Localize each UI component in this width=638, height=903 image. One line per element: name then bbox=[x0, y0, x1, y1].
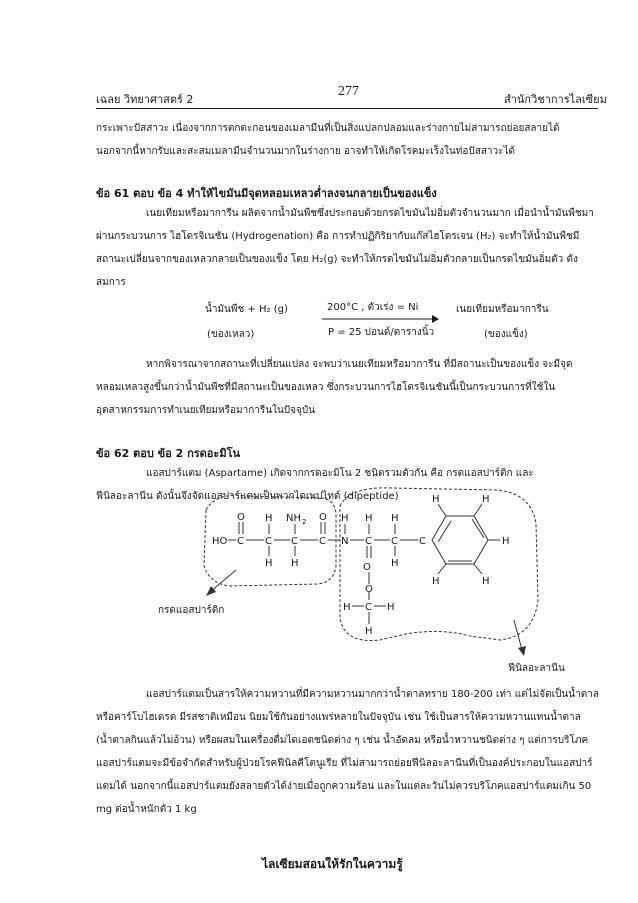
q62-heading: ข้อ 62 ตอบ ข้อ 2 กรดอะมิโน bbox=[96, 447, 240, 460]
q62-para2-line-5: แตมได้ นอกจากนี้แอสปาร์แตมยังสลายตัวได้ง่ายเมื่อถูกความร้อน และในแต่ละวันไม่ควรบริโภคแอสปาร์แตมเกิน 50 bbox=[96, 781, 592, 792]
atom-h1: H bbox=[265, 513, 273, 524]
page-number: 277 bbox=[338, 84, 359, 99]
atom-o1: O bbox=[237, 512, 245, 523]
q61-heading: ข้อ 61 ตอบ ข้อ 4 ทำให้ไขมันมีจุดหลอมเหลวต่ำลงจนกลายเป็นของแข็ง bbox=[96, 187, 437, 200]
atom-h8: H bbox=[343, 602, 351, 613]
q62-para1-line-1: แอสปาร์แตม (Aspartame) เกิดจากกรดอะมิโน 2 ชนิดรวมตัวกัน คือ กรดแอสปาร์ติก และ bbox=[146, 468, 534, 479]
q62-para2-line-6: mg ต่อน้ำหนักตัว 1 kg bbox=[96, 804, 197, 815]
atom-ho: HO bbox=[212, 536, 228, 547]
equation-condition-bottom: P = 25 ปอนด์/ตารางนิ้ว bbox=[328, 327, 435, 338]
q61-para2-line-1: หากพิจารณาจากสถานะที่เปลี่ยนแปลง จะพบว่าเนยเทียมหรือมาการีน ที่มีสถานะเป็นของแข็ง จะมีจุด bbox=[146, 359, 573, 370]
equation-product-state: (ของแข็ง) bbox=[484, 329, 528, 340]
atom-h11: H bbox=[432, 494, 440, 505]
label-phenylalanine: ฟีนิลอะลานีน bbox=[508, 663, 565, 674]
atom-h10: H bbox=[365, 626, 373, 637]
q62-para2-line-1: แอสปาร์แตมเป็นสารให้ความหวานที่มีความหวานมากกว่าน้ำตาลทราย 180-200 เท่า แต่ไม่จัดเป็นน้ำตาล bbox=[146, 689, 599, 700]
atom-h4: H bbox=[341, 513, 349, 524]
q61-para1-line-3: สถานะเปลี่ยนจากของเหลวกลายเป็นของแข็ง โดย H₂(g) จะทำให้กรดไขมันไม่อิ่มตัวกลายเป็นกรดไขมันอิ่มตัว ดัง bbox=[96, 254, 578, 265]
header-left: เฉลย วิทยาศาสตร์ 2 bbox=[96, 93, 194, 106]
q62-para2-line-2: หรือคาร์โบไฮเดรต มีรสชาติเหมือน นิยมใช้กันอย่างแพร่หลายในปัจจุบัน เช่น ใช้เป็นสารให้ความหวานแทนน้ำตาล bbox=[96, 712, 581, 723]
atom-c4: C bbox=[319, 536, 326, 547]
atom-c3: C bbox=[291, 536, 298, 547]
atom-h2: H bbox=[265, 558, 273, 569]
atom-o3: O bbox=[363, 562, 371, 573]
atom-nh2-sub: 2 bbox=[302, 518, 307, 526]
atom-c8: C bbox=[365, 602, 372, 613]
intro-line-2: นอกจากนี้หากรับและสะสมเมลามีนจำนวนมากในร่างกาย อาจทำให้เกิดโรคมะเร็งในท่อปัสสาวะได้ bbox=[96, 146, 516, 157]
q62-para2-line-3: (น้ำตาลกินแล้วไม่อ้วน) หรือผสมในเครื่องดื่มไดเอตชนิดต่าง ๆ เช่น น้ำอัดลม หรือน้ำหวานชนิดต่าง ๆ แต่การบริโภค bbox=[96, 735, 589, 746]
equation-reactant: น้ำมันพืช + H₂ (g) bbox=[205, 304, 288, 315]
atom-nh2: NH bbox=[286, 513, 301, 524]
header-right: สำนักวิชาการไลเซียม bbox=[504, 93, 607, 106]
equation-product: เนยเทียมหรือมาการีน bbox=[456, 304, 549, 315]
label-aspartic-acid: กรดแอสปาร์ติก bbox=[158, 605, 225, 616]
atom-h13: H bbox=[502, 536, 510, 547]
atom-c2: C bbox=[265, 536, 272, 547]
atom-c5: C bbox=[365, 536, 372, 547]
q62-para1-line-2: ฟีนิลอะลานีน ดังนั้นจึงจัดแอสปาร์แตมเป็นพวกไดเพปไทด์ (dipeptide) bbox=[96, 491, 399, 502]
atom-h6: H bbox=[391, 513, 399, 524]
atom-h3: H bbox=[291, 558, 299, 569]
q61-para1-line-4: สมการ bbox=[96, 277, 126, 288]
atom-c7: C bbox=[419, 536, 426, 547]
atom-h15: H bbox=[482, 576, 490, 587]
equation-condition-top: 200°C , ตัวเร่ง = Ni bbox=[327, 302, 419, 313]
atom-h14: H bbox=[432, 576, 440, 587]
intro-line-1: กระเพาะปัสสาวะ เนื่องจากการตกตะกอนของเมลามีนที่เป็นสิ่งแปลกปลอมและร่างกายไม่สามารถย่อยสลายได้ bbox=[96, 123, 560, 134]
q61-para2-line-3: อุตสาหกรรมการทำเนยเทียมหรือมาการีนในปัจจุบัน bbox=[96, 405, 316, 416]
q62-para2-line-4: แอสปาร์แตมจะมีข้อจำกัดสำหรับผู้ป่วยโรคฟีนิลคีโตนูเรีย ที่ไม่สามารถย่อยฟีนิลอะลานีนที่เป็นองค์ประกอบในแอสปาร์ bbox=[96, 758, 593, 769]
footer-slogan: ไลเซียมสอนให้รักในความรู้ bbox=[262, 857, 403, 871]
atom-o4: O bbox=[365, 584, 373, 595]
atom-h9: H bbox=[387, 602, 395, 613]
atom-h7: H bbox=[391, 558, 399, 569]
q61-para1-line-1: เนยเทียมหรือมาการีน ผลิตจากน้ำมันพืชซึ่งประกอบด้วยกรดไขมันไม่อิ่มตัวจำนวนมาก เมื่อนำน้ำมันพืชมา bbox=[146, 208, 594, 219]
atom-h5: H bbox=[365, 513, 373, 524]
atom-c1: C bbox=[237, 536, 244, 547]
atom-h12: H bbox=[482, 494, 490, 505]
q61-para1-line-2: ผ่านกระบวนการ ไฮโดรจิเนชัน (Hydrogenation) คือ การทำปฏิกิริยากับแก๊สไฮโดรเจน (H₂) จะทำให้น้ำมันพืชมี bbox=[96, 231, 580, 242]
atom-c6: C bbox=[391, 536, 398, 547]
q61-para2-line-2: หลอมเหลวสูงขึ้นกว่าน้ำมันพืชที่มีสถานะเป็นของเหลว ซึ่งกระบวนการไฮโดรจิเนชันนี้เป็นกระบวนการที่ใช้ใน bbox=[96, 382, 556, 393]
equation-reactant-state: (ของเหลว) bbox=[207, 329, 255, 340]
atom-o2: O bbox=[319, 512, 327, 523]
atom-n: N bbox=[341, 536, 349, 547]
